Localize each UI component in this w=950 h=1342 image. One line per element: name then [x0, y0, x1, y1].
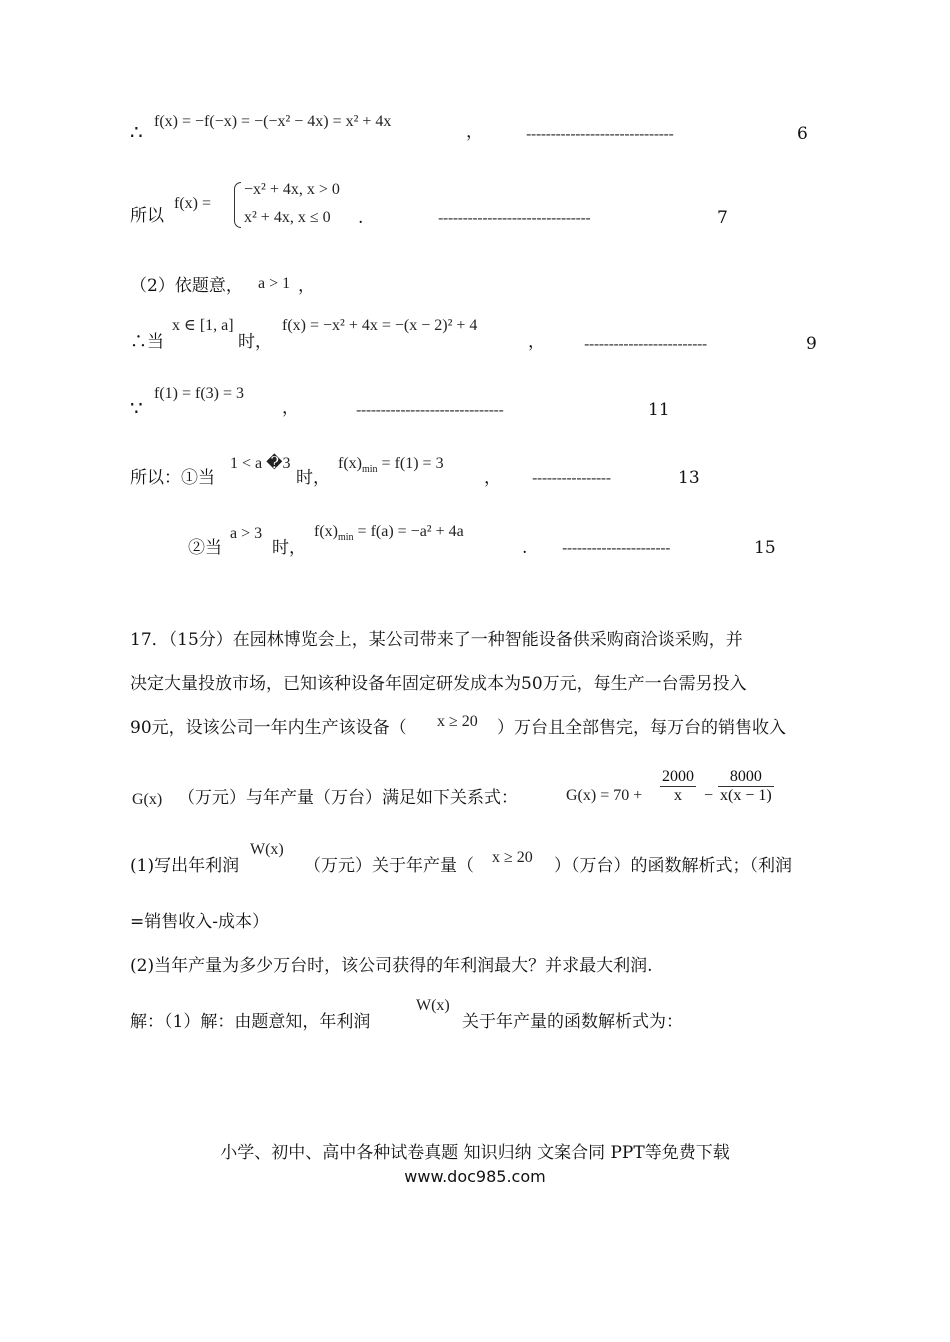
- q17-text: （万元）与年产量（万台）满足如下关系式：: [178, 788, 518, 808]
- wx-symbol: W(x): [416, 997, 450, 1014]
- wx-symbol: W(x): [250, 841, 284, 858]
- case-2-label: ②当: [188, 538, 222, 558]
- q17-text: ）万台且全部售完，每万台的销售收入: [497, 718, 786, 738]
- q17-text: 90元，设该公司一年内生产该设备（: [130, 718, 407, 738]
- because-symbol: ∵: [130, 396, 143, 420]
- punctuation: ，: [298, 276, 315, 296]
- piecewise-case-2: x² + 4x, x ≤ 0: [244, 209, 331, 226]
- answer-text: 关于年产量的函数解析式为：: [462, 1012, 683, 1032]
- q17-line-3: [0, 708, 950, 748]
- math-condition: a > 3: [230, 525, 263, 542]
- when-suffix: 时，: [296, 468, 330, 488]
- minus-sign: −: [704, 787, 714, 804]
- case-1-label: 所以：①当: [130, 468, 215, 488]
- part2-label: （2）依题意，: [130, 276, 243, 296]
- footer-website-link[interactable]: www.doc985.com: [404, 1167, 546, 1186]
- punctuation: ，: [466, 122, 483, 142]
- so-label: 所以: [130, 206, 164, 226]
- score-step: 15: [754, 538, 776, 558]
- score-dashes: -------------------------------: [438, 209, 591, 227]
- math-expression: f(x) = −x² + 4x = −(x − 2)² + 4: [282, 317, 478, 334]
- fraction-2000-over-x: $\frac{2000}{x}$: [662, 768, 694, 804]
- q17-part1: [0, 840, 950, 880]
- piecewise-case-1: −x² + 4x, x > 0: [244, 181, 340, 198]
- when-suffix: 时，: [272, 538, 306, 558]
- solution-line-6: [0, 112, 950, 152]
- math-condition: x ≥ 20: [437, 713, 478, 730]
- punctuation: .: [522, 538, 528, 558]
- score-dashes: ------------------------------: [526, 125, 674, 143]
- answer-line: [0, 996, 950, 1036]
- therefore-symbol: ∴: [130, 120, 143, 144]
- solution-line-15: [0, 520, 950, 560]
- math-expression: $f(x)_{min} = f(a) = -a^2 + 4a$: [314, 523, 464, 544]
- score-step: 6: [797, 124, 808, 144]
- math-expression: a > 1: [258, 275, 291, 292]
- q1-text: (1)写出年利润: [130, 856, 240, 876]
- math-condition: 1 < a �3: [230, 455, 291, 472]
- math-expression: f(1) = f(3) = 3: [154, 385, 245, 402]
- solution-line-11: [0, 382, 950, 422]
- piecewise-brace: [234, 182, 241, 228]
- answer-text: 解：（1）解：由题意知，年利润: [130, 1012, 371, 1032]
- part2-intro: [0, 274, 950, 314]
- score-step: 11: [648, 400, 670, 420]
- solution-line-9: [0, 314, 950, 354]
- piecewise-lhs: f(x) =: [174, 195, 212, 212]
- math-interval: x ∈ [1, a]: [172, 317, 234, 334]
- q17-part2: (2)当年产量为多少万台时，该公司获得的年利润最大？并求最大利润.: [130, 956, 653, 976]
- punctuation: ，: [484, 468, 501, 488]
- math-expression: $f(x)_{min} = f(1) = 3$: [338, 455, 444, 476]
- punctuation: ，: [528, 332, 545, 352]
- q17-line-2: 决定大量投放市场，已知该种设备年固定研发成本为50万元，每生产一台需另投入: [130, 674, 747, 694]
- punctuation: .: [358, 208, 364, 228]
- fraction-8000: $\frac{8000}{x(x - 1)}$: [720, 768, 772, 804]
- gx-symbol: G(x): [132, 791, 163, 808]
- score-dashes: ----------------: [532, 469, 611, 487]
- score-step: 7: [717, 208, 728, 228]
- score-dashes: ----------------------: [562, 539, 671, 557]
- punctuation: ，: [282, 398, 299, 418]
- footer-ad-text: 小学、初中、高中各种试卷真题 知识归纳 文案合同 PPT等免费下载: [220, 1143, 730, 1163]
- math-condition: x ≥ 20: [492, 849, 533, 866]
- when-suffix: 时，: [238, 332, 272, 352]
- score-dashes: -------------------------: [584, 335, 707, 353]
- q17-line-1: 17．（15分）在园林博览会上，某公司带来了一种智能设备供采购商洽谈采购，并: [130, 630, 743, 650]
- therefore-when: ∴当: [130, 332, 164, 352]
- q17-part1-cont: =销售收入-成本）: [130, 912, 269, 932]
- math-expression: f(x) = −f(−x) = −(−x² − 4x) = x² + 4x: [154, 113, 392, 130]
- score-dashes: ------------------------------: [356, 401, 504, 419]
- q17-formula-line: [0, 768, 950, 818]
- score-step: 13: [678, 468, 700, 488]
- q1-text: （万元）关于年产量（: [304, 856, 474, 876]
- solution-line-13: [0, 452, 950, 492]
- solution-line-7: [0, 180, 950, 230]
- score-step: 9: [806, 334, 817, 354]
- formula-lhs: G(x) = 70 +: [566, 787, 643, 804]
- q1-text: ）（万台）的函数解析式；（利润: [554, 856, 792, 876]
